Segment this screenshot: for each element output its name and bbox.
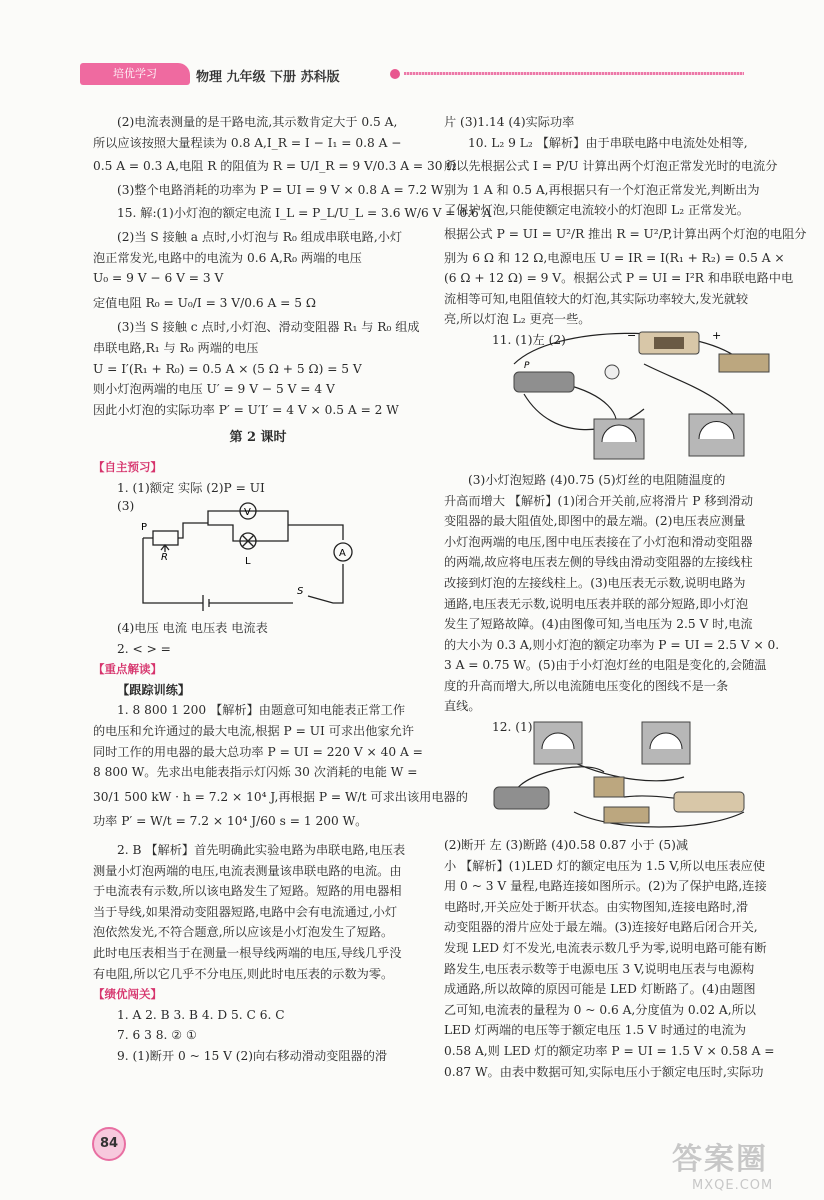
text-line: 片 (3)1.14 (4)实际功率 [444, 115, 575, 129]
text-line: 2. B 【解析】首先明确此实验电路为串联电路,电压表 [117, 843, 406, 858]
text-line: 1. A 2. B 3. B 4. D 5. C 6. C [117, 1007, 285, 1022]
text-line: 乙可知,电流表的量程为 0 ~ 0.6 A,分度值为 0.02 A,所以 [444, 1002, 756, 1017]
header-badge: 培优学习 [80, 63, 190, 85]
text-line: (3)小灯泡短路 (4)0.75 (5)灯丝的电阻随温度的 [468, 472, 726, 487]
page-number: 84 [92, 1127, 126, 1161]
label-l: L [245, 556, 251, 568]
circuit-diagram [93, 498, 423, 618]
text-line: (2)当 S 接触 a 点时,小灯泡与 R₀ 组成串联电路,小灯 [117, 229, 403, 244]
header-dot-icon [390, 69, 400, 79]
text-line: 用 0 ~ 3 V 量程,电路连接如图所示。(2)为了保护电路,连接 [444, 879, 767, 894]
text-line: 0.5 A = 0.3 A,电阻 R 的阻值为 R = U/I_R = 9 V/0.3 A = 30 Ω [93, 159, 457, 174]
text-line: 直线。 [444, 699, 481, 714]
text-line: 同时工作的用电器的最大总功率 P = UI = 220 V × 40 A = [93, 744, 423, 759]
header-divider [404, 72, 744, 75]
circuit-svg [133, 498, 373, 618]
label-v: V [244, 507, 251, 519]
text-line: 流相等可知,电阻值较大的灯泡,其实际功率较大,发光就较 [444, 291, 749, 306]
text-line: 2. < > = [117, 641, 171, 656]
text-line: 功率 P′ = W/t = 7.2 × 10⁴ J/60 s = 1 200 W。 [93, 814, 368, 829]
header-title: 物理 九年级 下册 苏科版 [196, 70, 340, 85]
text-line: (3)整个电路消耗的功率为 P = UI = 9 V × 0.8 A = 7.2 W [117, 182, 444, 197]
text-line: 改接到灯泡的左接线柱上。(3)电压表无示数,说明电路为 [444, 575, 746, 590]
text-line: 15. 解:(1)小灯泡的额定电流 I_L = P_L/U_L = 3.6 W/6 V = 0.6 A [117, 206, 492, 221]
text-line: (2)电流表测量的是干路电流,其示数肯定大于 0.5 A, [117, 115, 398, 129]
text-line: 了保护灯泡,只能使额定电流较小的灯泡即 L₂ 正常发光。 [444, 203, 749, 218]
text-line: 测量小灯泡两端的电压,电流表测量该串联电路的电流。由 [93, 863, 402, 878]
text-line: 路发生,电压表示数等于电源电压 3 V,说明电压表与电源构 [444, 961, 755, 976]
text-line: LED 灯两端的电压等于额定电压 1.5 V 时通过的电流为 [444, 1023, 747, 1038]
text-line: 8 800 W。先求出电能表指示灯闪烁 30 次消耗的电能 W = [93, 765, 418, 780]
text-line: 则小灯泡两端的电压 U′ = 9 V − 5 V = 4 V [93, 382, 335, 397]
text-line: 10. L₂ 9 L₂ 【解析】由于串联电路中电流处处相等, [468, 135, 748, 150]
text-line: 当于导线,如果滑动变阻器短路,电路中会有电流通过,小灯 [93, 904, 398, 919]
text-line: 1. (1)额定 实际 (2)P = UI [117, 480, 265, 495]
text-line: (4)电压 电流 电压表 电流表 [117, 621, 268, 636]
text-line: 因此小灯泡的实际功率 P′ = U′I′ = 4 V × 0.5 A = 2 W [93, 402, 399, 417]
text-line: 所以先根据公式 I = P/U 计算出两个灯泡正常发光时的电流分 [444, 159, 778, 174]
text-line: 11. (1)左 (2) [492, 332, 566, 347]
label-minus: − [627, 328, 637, 342]
text-line: 定值电阻 R₀ = U₀/I = 3 V/0.6 A = 5 Ω [93, 295, 316, 310]
text-line: 通路,电压表无示数,说明电压表并联的部分短路,即小灯泡 [444, 596, 749, 611]
text-line: 的两端,故应将电压表左侧的导线由滑动变阻器的左接线柱 [444, 555, 753, 570]
figure-12 [444, 717, 774, 835]
text-line: U = I′(R₁ + R₀) = 0.5 A × (5 Ω + 5 Ω) = 5 V [93, 361, 362, 376]
text-line: (3)当 S 接触 c 点时,小灯泡、滑动变阻器 R₁ 与 R₀ 组成 [117, 320, 420, 335]
text-line: 发生了短路故障。(4)由图像可知,当电压为 2.5 V 时,电流 [444, 617, 753, 632]
text-line: 的电压和允许通过的最大电流,根据 P = UI 可求出他家允许 [93, 724, 414, 739]
text-line: 3 A = 0.75 W。(5)由于小灯泡灯丝的电阻是变化的,会随温 [444, 658, 767, 673]
text-line: 有电阻,所以它几乎不分电压,则此时电压表的示数为零。 [93, 966, 394, 981]
figure-11 [444, 330, 774, 470]
text-line: 小 【解析】(1)LED 灯的额定电压为 1.5 V,所以电压表应使 [444, 858, 766, 873]
text-line: 动变阻器的滑片应处于最左端。(3)连接好电路后闭合开关, [444, 920, 758, 935]
text-line: 9. (1)断开 0 ~ 15 V (2)向右移动滑动变阻器的滑 [117, 1048, 388, 1063]
text-line: 30/1 500 kW · h = 7.2 × 10⁴ J,再根据 P = W/t 可求出该用电器的 [93, 789, 468, 804]
text-line: (3) [117, 499, 135, 514]
label-s: S [297, 586, 304, 598]
text-line: 泡正常发光,电路中的电流为 0.6 A,R₀ 两端的电压 [93, 250, 362, 265]
label-p: P [524, 360, 530, 371]
text-line: 变阻器的最大阻值处,即图中的最左端。(2)电压表应测量 [444, 514, 746, 529]
text-line: 串联电路,R₁ 与 R₀ 两端的电压 [93, 340, 259, 355]
text-line: 小灯泡两端的电压,图中电压表接在了小灯泡和滑动变阻器 [444, 534, 753, 549]
apparatus-svg-12 [474, 717, 774, 835]
watermark-top: 答案圈 [672, 1142, 768, 1177]
text-line: 别为 6 Ω 和 12 Ω,电源电压 U = IR = I(R₁ + R₂) = 0.5 A × [444, 250, 785, 265]
label-r: R [161, 552, 168, 564]
text-line: 12. (1) [492, 720, 533, 735]
text-line: 度的升高而增大,所以电流随电压变化的图线不是一条 [444, 678, 729, 693]
text-line: 升高而增大 【解析】(1)闭合开关前,应将滑片 P 移到滑动 [444, 493, 754, 508]
section-heading: 【重点解读】 [93, 662, 162, 677]
lesson-title: 第 2 课时 [229, 430, 287, 446]
text-line: 1. 8 800 1 200 【解析】由题意可知电能表正常工作 [117, 703, 406, 718]
watermark [672, 1134, 773, 1193]
section-heading: 【自主预习】 [93, 459, 162, 474]
text-line: (6 Ω + 12 Ω) = 9 V。根据公式 P = UI = I²R 和串联电路中电 [444, 271, 794, 286]
label-plus: + [712, 328, 722, 342]
watermark-bottom: MXQE.COM [692, 1178, 774, 1193]
text-line: 亮,所以灯泡 L₂ 更亮一些。 [444, 312, 591, 327]
text-line: 的大小为 0.3 A,则小灯泡的额定功率为 P = UI = 2.5 V × 0. [444, 637, 780, 652]
text-line: 0.58 A,则 LED 灯的额定功率 P = UI = 1.5 V × 0.58 A = [444, 1044, 775, 1058]
right-column [444, 112, 807, 1082]
label-p: P [141, 522, 148, 534]
text-line: 成通路,所以故障的原因可能是 LED 灯断路了。(4)由题图 [444, 982, 756, 997]
text-line: 此时电压表相当于在测量一根导线两端的电压,导线几乎没 [93, 946, 402, 960]
section-heading: 【绩优闯关】 [93, 987, 162, 1002]
text-line: (2)断开 左 (3)断路 (4)0.58 0.87 小于 (5)减 [444, 838, 689, 853]
text-line: 0.87 W。由表中数据可知,实际电压小于额定电压时,实际功 [444, 1064, 764, 1079]
subsection-heading: 【跟踪训练】 [117, 682, 191, 697]
text-line: 所以应该按照大量程读为 0.8 A,I_R = I − I₁ = 0.8 A − [93, 135, 402, 150]
text-line: 泡依然发光,不符合题意,所以应该是小灯泡发生了短路。 [93, 925, 394, 940]
text-line: 于电流表有示数,所以该电路发生了短路。短路的用电器相 [93, 884, 402, 899]
text-line: 电路时,开关应处于断开状态。由实物图知,连接电路时,滑 [444, 899, 749, 914]
text-line: 发现 LED 灯不发光,电流表示数几乎为零,说明电路可能有断 [444, 941, 767, 956]
text-line: 根据公式 P = UI = U²/R 推出 R = U²/P,计算出两个灯泡的电阻分 [444, 226, 807, 241]
text-line: 7. 6 3 8. ② ① [117, 1028, 197, 1043]
apparatus-svg-11 [494, 324, 774, 464]
text-line: 别为 1 A 和 0.5 A,再根据只有一个灯泡正常发光,判断出为 [444, 182, 760, 197]
label-a: A [339, 548, 346, 560]
text-line: U₀ = 9 V − 6 V = 3 V [93, 271, 224, 286]
